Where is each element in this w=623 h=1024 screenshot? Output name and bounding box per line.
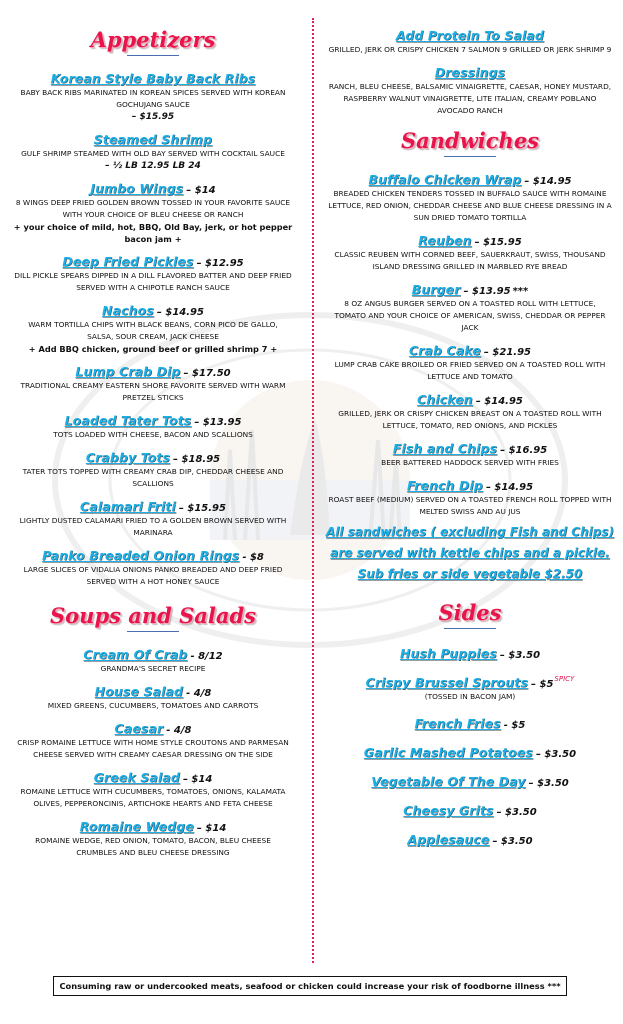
item-name: Chicken [417,392,473,408]
item-name: Applesauce [407,832,490,848]
item-price: – $3.50 [499,650,541,662]
item-desc: RANCH, BLEU CHEESE, BALSAMIC VINAIGRETTE, CAESAR, HONEY MUSTARD, RASPBERRY WALNUT VINAIGRETTE, LITE ITALIAN, CREAMY POBLANO AVOCADO RANCH [328,82,612,115]
item-desc: BEER BATTERED HADDOCK SERVED WITH FRIES [381,458,559,468]
foodborne-illness-disclaimer: Consuming raw or undercooked meats, seafood or chicken could increase your risk of foodborne illness *** [53,976,567,996]
item-price: – $15.95 [178,503,226,515]
menu-item-caesar [8,718,298,761]
item-desc: TRADITIONAL CREAMY EASTERN SHORE FAVORITE SERVED WITH WARM PRETZEL STICKS [20,381,286,403]
item-price: – $14 [196,823,227,835]
item-name: Add Protein To Salad [395,28,544,43]
menu-item-vegetable-of-day [322,771,618,790]
item-price: – $14.95 [156,307,204,319]
item-name: French Fries [414,716,501,732]
item-name: Reuben [418,233,472,249]
sides-title: Sides [438,600,502,626]
item-name: Garlic Mashed Potatoes [363,745,533,761]
item-addon-note: + Add BBQ chicken, ground beef or grilled shrimp 7 + [28,344,278,355]
item-name: Crab Cake [408,343,481,359]
menu-item-dressings [322,62,618,117]
item-name: Lump Crab Dip [75,364,181,380]
menu-item-loaded-tots [8,410,298,441]
item-price: – $14.95 [475,396,523,408]
menu-item-cheesy-grits [322,800,618,819]
item-price: – $21.95 [483,347,531,359]
item-desc: ROAST BEEF (MEDIUM) SERVED ON A TOASTED FRENCH ROLL TOPPED WITH MELTED SWISS AND AU JUS [328,495,612,517]
item-name: Hush Puppies [399,646,497,662]
item-desc: 8 WINGS DEEP FRIED GOLDEN BROWN TOSSED IN YOUR FAVORITE SAUCE WITH YOUR CHOICE OF BLEU CHEESE OR RANCH [15,198,291,220]
item-price: – $5 [531,679,554,691]
menu-item-brussel-sprouts [322,672,618,703]
menu-item-reuben [322,230,618,273]
item-name: Panko Breaded Onion Rings [42,548,240,564]
menu-item-korean-ribs [8,68,298,123]
item-name: Dressings [434,65,506,80]
item-name: Calamari Friti [80,499,176,515]
menu-item-chicken [322,389,618,432]
item-price: – $13.95 [194,417,242,429]
item-price: - $8 [242,552,264,564]
item-name: Caesar [114,721,164,737]
menu-item-crabby-tots [8,447,298,490]
item-name: Greek Salad [93,770,180,786]
menu-item-romaine-wedge [8,816,298,859]
item-price: - 4/8 [186,688,212,700]
item-desc: CLASSIC REUBEN WITH CORNED BEEF, SAUERKRAUT, SWISS, THOUSAND ISLAND DRESSING GRILLED IN MARBLED RYE BREAD [334,250,606,272]
item-name: Cheesy Grits [403,803,494,819]
spicy-tag: SPICY [554,674,575,683]
menu-item-burger [322,279,618,334]
item-desc: BABY BACK RIBS MARINATED IN KOREAN SPICES SERVED WITH KOREAN GOCHUJANG SAUCE [20,88,286,110]
menu-item-french-fries [322,713,618,732]
appetizers-rule [127,55,179,56]
item-name: Steamed Shrimp [93,132,213,148]
item-price: - 4/8 [166,725,192,737]
menu-item-cream-of-crab [8,644,298,675]
item-desc: ROMAINE WEDGE, RED ONION, TOMATO, BACON, BLEU CHEESE CRUMBLES AND BLEU CHEESE DRESSING [35,836,271,858]
item-name: Fish and Chips [392,441,498,457]
item-price: – $13.95 [463,286,511,298]
item-desc: GRILLED, JERK OR CRISPY CHICKEN 7 SALMON 9 GRILLED OR JERK SHRIMP 9 [328,45,612,54]
item-price: – $3.50 [528,778,569,790]
item-name: Crispy Brussel Sprouts [365,675,528,691]
soups-salads-title: Soups and Salads [50,603,256,629]
item-price: – $16.95 [500,445,548,457]
item-name: Nachos [102,303,154,319]
item-desc: GULF SHRIMP STEAMED WITH OLD BAY SERVED WITH COCKTAIL SAUCE [21,149,285,159]
item-desc: WARM TORTILLA CHIPS WITH BLACK BEANS, CORN PICO DE GALLO, SALSA, SOUR CREAM, JACK CHEESE [28,320,278,342]
item-price: – $14 [186,185,216,197]
item-desc: CRISP ROMAINE LETTUCE WITH HOME STYLE CROUTONS AND PARMESAN CHEESE SERVED WITH CREAMY CAESAR DRESSING ON THE SIDE [17,738,289,760]
menu-item-steamed-shrimp [8,129,298,172]
item-price: – $14 [182,774,213,786]
item-price: – $15.95 [474,237,522,249]
menu-item-onion-rings [8,545,298,588]
right-column [322,0,618,848]
sandwich-sides-note: All sandwiches ( excluding Fish and Chips) are served with kettle chips and a pickle. Sub fries or side vegetable $2.50 [326,525,614,582]
item-name: Cream Of Crab [83,647,188,663]
sides-rule [444,628,496,629]
item-price: – $3.50 [492,836,533,848]
item-name: Loaded Tater Tots [64,413,192,429]
menu-item-crab-dip [8,361,298,404]
item-name: Deep Fried Pickles [62,254,194,270]
menu-item-crab-cake [322,340,618,383]
menu-item-nachos [8,300,298,355]
menu-item-buffalo-wrap [322,169,618,224]
menu-item-hush-puppies [322,643,618,662]
item-price: – $3.50 [496,807,537,819]
menu-item-jumbo-wings [8,178,298,245]
appetizers-title: Appetizers [90,27,216,52]
item-addon-note: + your choice of mild, hot, BBQ, Old Bay, jerk, or hot pepper bacon jam + [13,222,293,245]
item-price: - $5 [503,720,526,732]
item-price: – $15.95 [131,112,175,123]
item-desc: GRANDMA'S SECRET RECIPE [100,664,206,674]
item-asterisks: *** [512,286,529,298]
menu-item-french-dip [322,475,618,518]
menu-item-mashed-potatoes [322,742,618,761]
item-price: – $17.50 [183,368,231,380]
sandwiches-rule [444,156,496,157]
item-desc: LARGE SLICES OF VIDALIA ONIONS PANKO BREADED AND DEEP FRIED SERVED WITH A HOT HONEY SAUCE [23,565,283,587]
sandwiches-title: Sandwiches [400,128,540,153]
item-desc: TATER TOTS TOPPED WITH CREAMY CRAB DIP, CHEDDAR CHEESE AND SCALLIONS [22,467,284,489]
menu-item-calamari [8,496,298,539]
item-price: – $12.95 [196,258,244,270]
item-price: - 8/12 [190,651,223,663]
item-desc: LIGHTLY DUSTED CALAMARI FRIED TO A GOLDEN BROWN SERVED WITH MARINARA [19,516,287,538]
item-name: Romaine Wedge [79,819,194,835]
item-desc: MIXED GREENS, CUCUMBERS, TOMATOES AND CARROTS [47,701,259,711]
item-desc: LUMP CRAB CAKE BROILED OR FRIED SERVED ON A TOASTED ROLL WITH LETTUCE AND TOMATO [334,360,606,382]
item-name: Vegetable Of The Day [371,774,526,790]
item-desc: TOTS LOADED WITH CHEESE, BACON AND SCALLIONS [53,430,253,440]
item-desc: BREADED CHICKEN TENDERS TOSSED IN BUFFALO SAUCE WITH ROMAINE LETTUCE, RED ONION, CHEDDAR CHEESE AND BLUE CHEESE DRESSING IN A SUN DRIED TOMATO TORTILLA [328,189,612,223]
item-name: House Salad [94,684,184,700]
menu-item-house-salad [8,681,298,712]
item-name: Korean Style Baby Back Ribs [50,71,256,87]
menu-item-fried-pickles [8,251,298,294]
item-price: – $14.95 [485,482,534,494]
item-name: Buffalo Chicken Wrap [368,172,522,188]
item-desc: (TOSSED IN BACON JAM) [424,692,516,702]
menu-item-applesauce [322,829,618,848]
item-desc: ROMAINE LETTUCE WITH CUCUMBERS, TOMATOES, ONIONS, KALAMATA OLIVES, PEPPERONCINIS, ARTICHOKE HEARTS AND FETA CHEESE [20,787,286,809]
item-name: Burger [411,282,461,298]
item-price: – ½ LB 12.95 LB 24 [105,161,201,172]
menu-item-greek-salad [8,767,298,810]
item-price: – $18.95 [173,454,221,466]
item-name: Jumbo Wings [90,181,184,197]
menu-item-fish-and-chips [322,438,618,469]
menu-item-add-protein [322,25,618,56]
item-name: French Dip [406,478,483,494]
item-desc: GRILLED, JERK OR CRISPY CHICKEN BREAST ON A TOASTED ROLL WITH LETTUCE, TOMATO, RED ONIONS, AND PICKLES [338,409,602,431]
item-name: Crabby Tots [85,450,171,466]
item-desc: DILL PICKLE SPEARS DIPPED IN A DILL FLAVORED BATTER AND DEEP FRIED SERVED WITH A CHIPOTLE RANCH SAUCE [14,271,292,293]
item-desc: 8 OZ ANGUS BURGER SERVED ON A TOASTED ROLL WITH LETTUCE, TOMATO AND YOUR CHOICE OF AMERICAN, SWISS, CHEDDAR OR PEPPER JACK [334,299,606,333]
left-column [8,0,298,859]
item-price: – $14.95 [524,176,572,188]
item-price: – $3.50 [535,749,577,761]
soups-rule [127,631,179,632]
column-divider [312,18,314,963]
